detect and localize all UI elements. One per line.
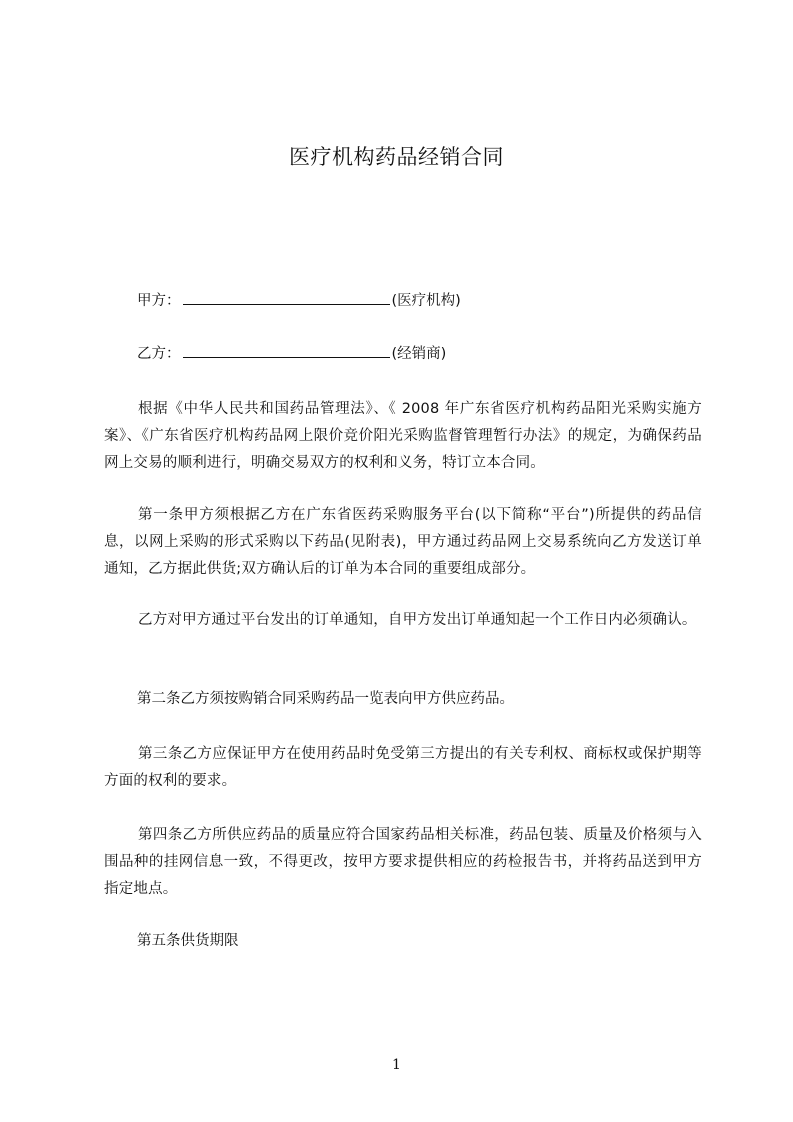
- party-a-blank: [183, 290, 390, 305]
- heading-article-5: 第五条供货期限: [137, 933, 239, 949]
- party-b-label: 乙方：: [137, 346, 181, 362]
- page-number: 1: [392, 1057, 401, 1073]
- paragraph-article-3: 第三条乙方应保证甲方在使用药品时免受第三方提出的有关专利权、商标权或保护期等方面的权利的要求。: [104, 746, 702, 789]
- party-b-line: [137, 343, 446, 365]
- paragraph-article-4: 第四条乙方所供应药品的质量应符合国家药品相关标准，药品包装、质量及价格须与入围品种的挂网信息一致，不得更改，按甲方要求提供相应的药检报告书，并将药品送到甲方指定地点。: [104, 827, 702, 897]
- paragraph-preamble: 根据《中华人民共和国药品管理法》、《 2008 年广东省医疗机构药品阳光采购实施方案》、《广东省医疗机构药品网上限价竞价阳光采购监督管理暂行办法》的规定，为确保药品网上交易的顺利进行，明确交易双方的权利和义务，特订立本合同。: [104, 401, 702, 471]
- page-title: 医疗机构药品经销合同: [289, 145, 504, 169]
- party-a-label: 甲方：: [137, 293, 181, 309]
- party-a-line: [137, 290, 461, 312]
- paragraph-article-2: 第二条乙方须按购销合同采购药品一览表向甲方供应药品。: [137, 691, 514, 707]
- paragraph-confirmation: 乙方对甲方通过平台发出的订单通知，自甲方发出订单通知起一个工作日内必须确认。: [138, 612, 697, 628]
- party-b-suffix: (经销商): [391, 346, 447, 362]
- paragraph-article-1: 第一条甲方须根据乙方在广东省医药采购服务平台(以下简称“平台”)所提供的药品信息，以网上采购的形式采购以下药品(见附表)，甲方通过药品网上交易系统向乙方发送订单通知，乙方据此供货;双方确认后的订单为本合同的重要组成部分。: [104, 507, 702, 577]
- party-b-blank: [183, 343, 390, 358]
- party-a-suffix: (医疗机构): [391, 293, 461, 309]
